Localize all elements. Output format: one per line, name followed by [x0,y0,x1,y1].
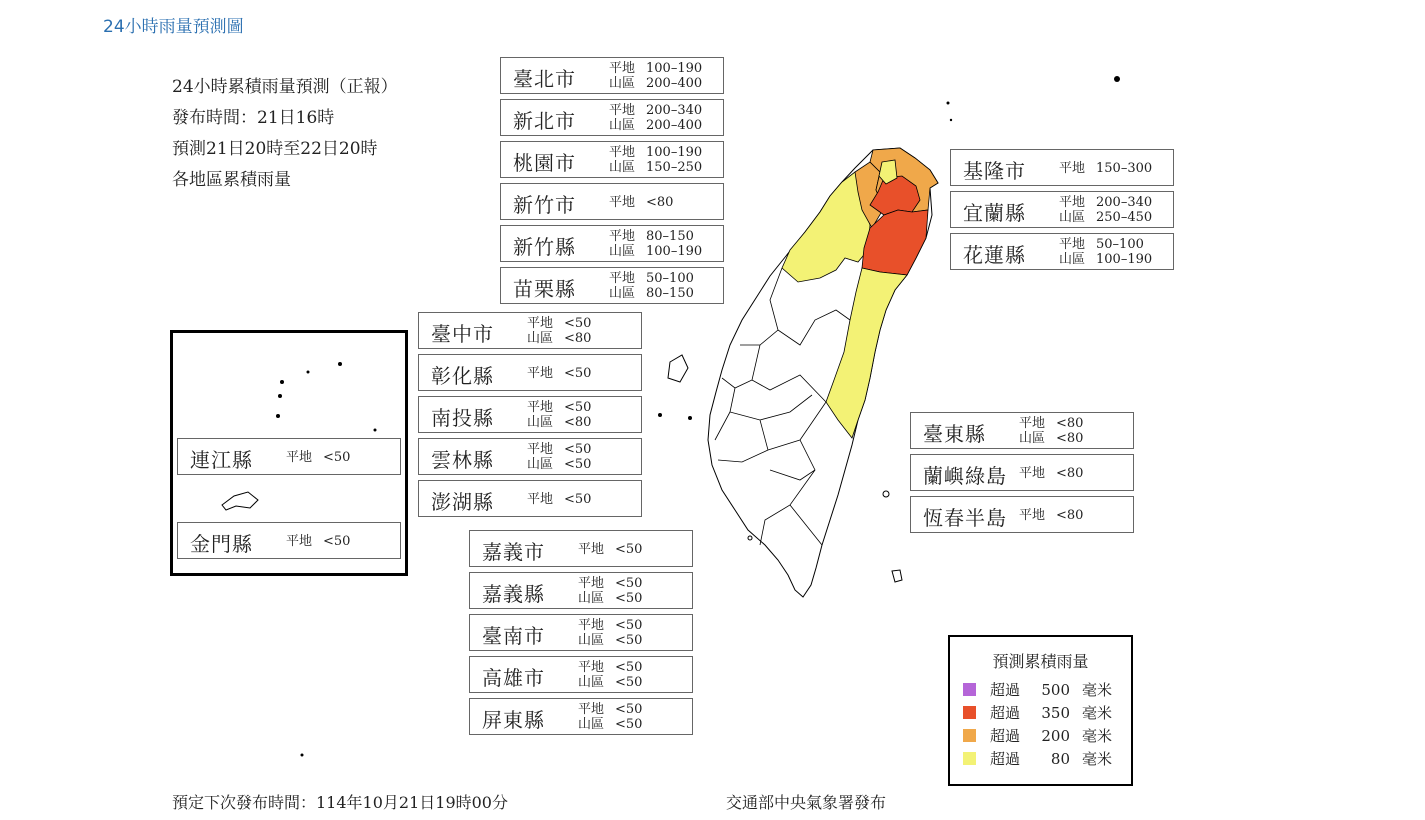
rainfall-value: <50 [615,675,643,690]
legend-swatch [963,706,976,719]
rainfall-value: 250–450 [1096,210,1153,225]
legend-item [963,748,1112,769]
rainfall-value: <50 [615,660,643,675]
region-values [578,542,642,557]
region-box-taitung [910,412,1134,449]
terrain-label: 山區 [527,415,554,430]
region-name: 連江縣 [190,448,253,472]
publisher: 交通部中央氣象署發布 [726,793,887,812]
terrain-label: 平地 [527,442,554,457]
region-values [286,534,350,549]
rainfall-value: <80 [1056,416,1084,431]
region-values [578,660,642,690]
legend-value: 350 [1041,704,1070,722]
terrain-label: 平地 [1019,508,1046,523]
legend-item [963,725,1112,746]
region-box-yunlin [418,438,642,475]
region-values [1019,416,1083,446]
region-box-changhua [418,354,642,391]
terrain-label: 山區 [578,591,605,606]
rainfall-value: 200–400 [646,118,703,133]
region-name: 金門縣 [190,532,253,556]
legend-prefix: 超過 [990,750,1021,768]
legend-unit: 毫米 [1082,704,1113,722]
rainfall-value: <50 [615,576,643,591]
region-name: 雲林縣 [431,448,494,472]
terrain-label: 平地 [578,576,605,591]
terrain-label: 平地 [578,618,605,633]
rainfall-value: <80 [564,415,592,430]
rainfall-value: <50 [564,457,592,472]
rainfall-value: <50 [564,442,592,457]
lanyu-island [892,570,902,582]
region-box-kinmen [177,522,401,559]
region-values [527,492,591,507]
rainfall-value: 100–190 [646,244,703,259]
terrain-label: 平地 [1059,237,1086,252]
region-box-penghu [418,480,642,517]
region-values [609,145,702,175]
terrain-label: 平地 [609,229,636,244]
rainfall-value: <80 [1056,508,1084,523]
region-name: 彰化縣 [431,364,494,388]
rainfall-value: <50 [564,400,592,415]
terrain-label: 平地 [578,660,605,675]
region-values [609,103,702,133]
kinmen-island [222,492,258,510]
terrain-label: 平地 [1019,466,1046,481]
region-box-hengchun [910,496,1134,533]
rainfall-value: <50 [323,534,351,549]
terrain-label: 山區 [578,717,605,732]
region-box-taichung [418,312,642,349]
region-values [609,271,694,301]
region-name: 花蓮縣 [963,243,1026,267]
legend-unit: 毫米 [1082,681,1113,699]
legend-prefix: 超過 [990,681,1021,699]
legend-title: 預測累積雨量 [992,652,1089,671]
terrain-label: 山區 [578,633,605,648]
terrain-label: 平地 [609,103,636,118]
terrain-label: 平地 [1059,161,1086,176]
terrain-label: 山區 [609,118,636,133]
region-values [609,195,673,210]
legend-swatch [963,729,976,742]
rainfall-value: <50 [564,492,592,507]
forecast-subtitle: 各地區累積雨量 [172,170,291,190]
terrain-label: 平地 [286,534,313,549]
region-values [1019,466,1083,481]
region-values [578,576,642,606]
rainfall-value: 50–100 [646,271,694,286]
legend-value: 80 [1050,750,1070,768]
region-box-chiayi-county [469,572,693,609]
region-values [527,316,591,346]
terrain-label: 平地 [609,195,636,210]
penghu-islands [668,355,688,382]
region-name: 臺北市 [513,67,576,91]
rainfall-value: <50 [615,542,643,557]
rainfall-value: 200–340 [646,103,703,118]
terrain-label: 山區 [609,160,636,175]
terrain-label: 山區 [1059,252,1086,267]
terrain-label: 平地 [609,61,636,76]
region-values [578,702,642,732]
region-name: 蘭嶼綠島 [923,464,1007,488]
rainfall-value: 150–250 [646,160,703,175]
region-name: 南投縣 [431,406,494,430]
region-values [609,61,702,91]
region-name: 基隆市 [963,159,1026,183]
rainfall-value: <80 [1056,431,1084,446]
rainfall-legend [948,635,1133,786]
region-name: 屏東縣 [482,708,545,732]
rainfall-value: <80 [1056,466,1084,481]
region-name: 新北市 [513,109,576,133]
rainfall-value: 100–190 [646,145,703,160]
forecast-type: 24小時累積雨量預測（正報） [172,77,398,97]
rainfall-value: 200–340 [1096,195,1153,210]
rainfall-value: 80–150 [646,229,694,244]
rainfall-value: <80 [564,331,592,346]
region-name: 臺中市 [431,322,494,346]
terrain-label: 山區 [609,286,636,301]
region-box-pingtung [469,698,693,735]
terrain-label: 山區 [527,331,554,346]
region-box-hsinchu-county [500,225,724,262]
region-values [527,400,591,430]
rainfall-value: 200–400 [646,76,703,91]
legend-item [963,702,1112,723]
region-name: 桃園市 [513,151,576,175]
region-box-yilan [950,191,1174,228]
legend-value: 200 [1041,727,1070,745]
region-box-taipei [500,57,724,94]
legend-item [963,679,1112,700]
region-name: 苗栗縣 [513,277,576,301]
region-name: 新竹縣 [513,235,576,259]
region-box-taoyuan [500,141,724,178]
terrain-label: 平地 [527,366,554,381]
legend-swatch [963,752,976,765]
rainfall-value: <80 [646,195,674,210]
terrain-label: 平地 [286,450,313,465]
terrain-label: 平地 [527,316,554,331]
region-name: 澎湖縣 [431,490,494,514]
region-values [1059,161,1152,176]
region-values [1059,237,1152,267]
region-name: 宜蘭縣 [963,201,1026,225]
terrain-label: 平地 [609,145,636,160]
region-values [609,229,702,259]
rainfall-value: <50 [615,591,643,606]
region-box-miaoli [500,267,724,304]
legend-prefix: 超過 [990,704,1021,722]
region-name: 高雄市 [482,666,545,690]
terrain-label: 平地 [527,492,554,507]
region-values [527,366,591,381]
rainfall-value: <50 [615,717,643,732]
rainfall-value: 100–190 [1096,252,1153,267]
region-values [1059,195,1152,225]
region-box-chiayi-city [469,530,693,567]
rainfall-value: <50 [615,618,643,633]
terrain-label: 平地 [1059,195,1086,210]
rainfall-value: <50 [564,316,592,331]
region-name: 臺南市 [482,624,545,648]
region-name: 臺東縣 [923,422,986,446]
rainfall-value: <50 [615,633,643,648]
terrain-label: 平地 [578,542,605,557]
terrain-label: 平地 [609,271,636,286]
region-box-hsinchu-city [500,183,724,220]
next-issue-time: 預定下次發布時間：114年10月21日19時00分 [172,793,508,812]
region-box-keelung [950,149,1174,186]
terrain-label: 山區 [1019,431,1046,446]
terrain-label: 山區 [578,675,605,690]
terrain-label: 山區 [609,76,636,91]
region-name: 恆春半島 [923,506,1007,530]
legend-unit: 毫米 [1082,727,1113,745]
terrain-label: 平地 [578,702,605,717]
issue-time: 發布時間：21日16時 [172,108,335,128]
legend-prefix: 超過 [990,727,1021,745]
terrain-label: 山區 [609,244,636,259]
region-name: 嘉義縣 [482,582,545,606]
rainfall-value: <50 [564,366,592,381]
region-name: 新竹市 [513,193,576,217]
terrain-label: 山區 [1059,210,1086,225]
forecast-period: 預測21日20時至22日20時 [172,139,378,159]
rainfall-value: <50 [323,450,351,465]
rainfall-value: 50–100 [1096,237,1144,252]
region-box-lienchiang [177,438,401,475]
terrain-label: 平地 [527,400,554,415]
region-box-kaohsiung [469,656,693,693]
region-box-tainan [469,614,693,651]
legend-value: 500 [1041,681,1070,699]
page-title: 24小時雨量預測圖 [103,17,244,37]
region-box-new-taipei [500,99,724,136]
region-name: 嘉義市 [482,540,545,564]
region-box-lanyu-ludao [910,454,1134,491]
rainfall-value: 150–300 [1096,161,1153,176]
legend-swatch [963,683,976,696]
terrain-label: 山區 [527,457,554,472]
region-values [527,442,591,472]
region-values [578,618,642,648]
rainfall-value: 100–190 [646,61,703,76]
rainfall-value: <50 [615,702,643,717]
terrain-label: 平地 [1019,416,1046,431]
region-values [1019,508,1083,523]
region-box-hualien [950,233,1174,270]
legend-unit: 毫米 [1082,750,1113,768]
region-box-nantou [418,396,642,433]
region-values [286,450,350,465]
rainfall-value: 80–150 [646,286,694,301]
